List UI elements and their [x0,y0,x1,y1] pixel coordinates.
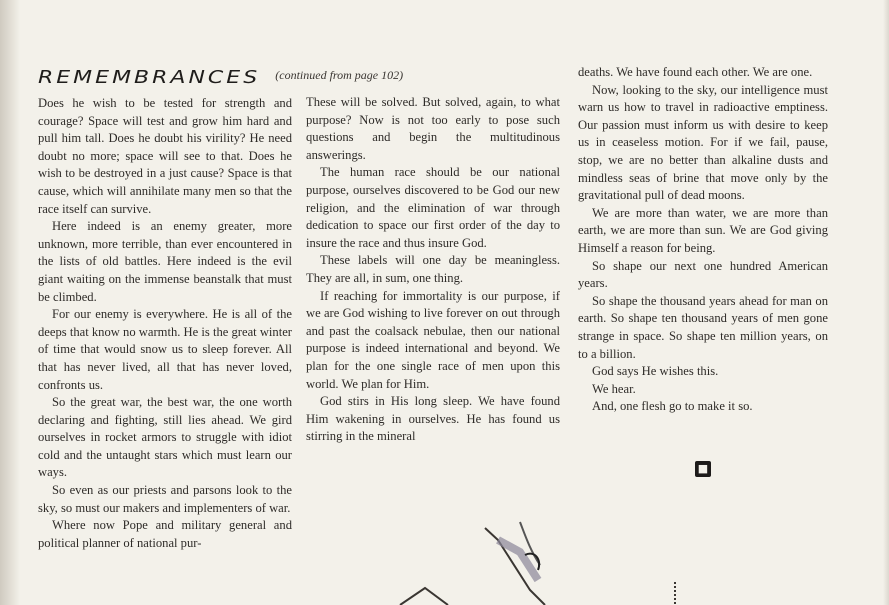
paragraph: If reaching for immortality is our purpose, if we are God wishing to live forever on out through and past the coalsack nebulae, then our national purpose is indeed international and beyond. We plan for the one single race of men upon this world. We plan for Him. [306,288,560,391]
paragraph: deaths. We have found each other. We are one. [578,65,813,79]
paragraph: For our enemy is everywhere. He is all of the deeps that know no warmth. He is the great winter of time that would snow us to sleep forever. All that has never lived, all that has never loved, confronts us. [38,307,292,392]
paragraph: Here indeed is an enemy greater, more unknown, more terrible, than ever encountered in the lists of old battles. Here indeed is the evil giant waiting on the immense beanstalk that must be climbed. [38,219,292,304]
paragraph: We are more than water, we are more than earth, we are more than sun. We are God giving Himself a reason for being. [578,205,828,255]
page-edge-shadow [883,0,889,605]
paragraph: So the great war, the best war, the one worth declaring and fighting, still lies ahead. We gird ourselves in rocket armors to struggle with idiot cold and the untaught stars which must learn our ways. [38,395,292,480]
rabbit-head-icon: ■ [695,461,711,477]
paragraph: Where now Pope and military general and political planner of national pur- [38,518,292,550]
page-gutter-shadow [0,0,20,605]
text-column-2 [306,94,560,446]
paragraph: We hear. [592,381,636,396]
paragraph: Does he wish to be tested for strength and courage? Space will test and grow him hard and pull him tall. Does he doubt his virility? He need doubt no more; space will see to that. Does he wish to be destroyed in a just cause? Space is that cause, which will annihilate many men so that the race itself can survive. [38,96,292,216]
paragraph: So shape our next one hundred American years. [578,258,828,291]
rocket-illustration [380,520,700,605]
rocket-sketch [400,522,545,605]
paragraph: And, one flesh go to make it so. [592,399,753,414]
paragraph: So shape the thousand years ahead for man on earth. So shape ten thousand years of men gone strange in space. So shape ten million years, on to a billion. [578,293,828,361]
paragraph: Now, looking to the sky, our intelligence must warn us how to travel in radioactive emptiness. Our passion must inform us with desire to keep us in ceaseless motion. For if we fail, pause, stop, we are no better than alkaline dusts and mindless seas of brine that move only by the gravitational pull of dead moons. [578,82,828,203]
article-heading [38,63,403,88]
text-column-3 [578,64,828,416]
paragraph: God stirs in His long sleep. We have found Him wakening in ourselves. He has found us stirring in the mineral [306,394,560,444]
paragraph: God says He wishes this. [592,364,719,379]
paragraph: These will be solved. But solved, again, to what purpose? Now is not too early to pose such questions and begin the multitudinous answerings. [306,95,560,162]
continued-note: (continued from page 102) [275,68,404,82]
paragraph: These labels will one day be meaningless. They are all, in sum, one thing. [306,253,560,285]
dotted-line [674,582,676,604]
text-column-1 [38,95,292,552]
paragraph: So even as our priests and parsons look to the sky, so must our makers and implementers of war. [38,483,292,515]
article-title: REMEMBRANCES [38,67,261,88]
paragraph: The human race should be our national purpose, ourselves discovered to be God our new religion, and the elimination of war through dedication to space our first order of the day to insure the race and thus insure God. [306,165,560,250]
